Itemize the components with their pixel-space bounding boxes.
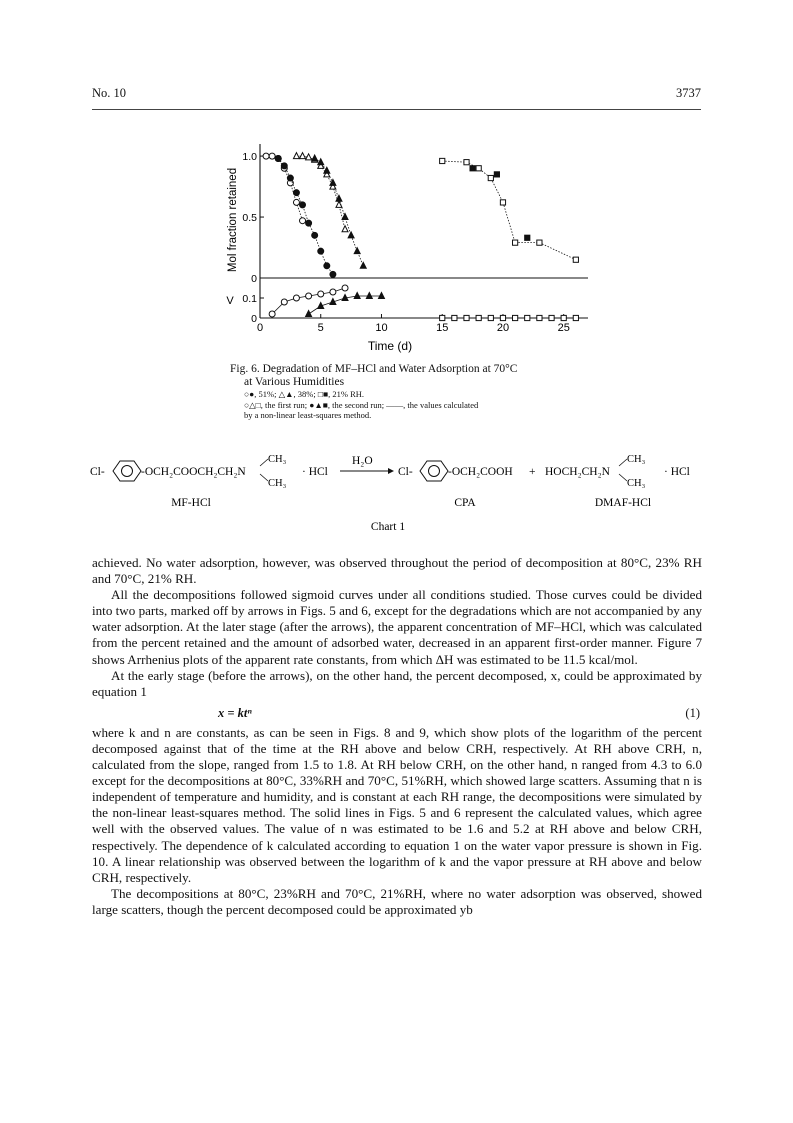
data-point-triangle <box>354 248 360 254</box>
paragraph-4: where k and n are constants, as can be seen in Figs. 8 and 9, which show plots of the logarithm of the percent decomposed against that of the time at the RH above and below CRH, respectively. At RH above CRH, n, calculated from the slope, ranged from 1.5 to 1.8. At RH below CRH, on the other hand, n ranged from 4.3 to 6.0 except for the decompositions at 80°C, 33%RH and 70°C, 51%RH, which showed large scatters. Assuming that n is independent of temperature and humidity, and is constant at each RH range, the decompositions were simulated by the non-linear least-squares method. The solid lines in Figs. 5 and 6 represent the calculated values, which agree well with the observed values. The value of n was estimated to be 1.6 and 5.2 at RH above and below CRH, respectively. The dependence of k calculated according to equation 1 on the water vapor pressure is shown in Fig. 10. A linear relationship was observed between the logarithm of k and the vapor pressure at RH above and below CRH, respectively. <box>92 724 702 885</box>
x-tick-label: 10 <box>375 322 388 334</box>
y-axis-label-top: Mol fraction retained <box>227 167 239 273</box>
data-point-circle <box>269 311 275 317</box>
data-point-circle <box>330 271 336 277</box>
caption-line-2: at Various Humidities <box>244 376 345 388</box>
bond-up-2 <box>619 459 627 466</box>
reaction-scheme <box>88 446 708 536</box>
data-point-square <box>470 166 475 171</box>
bond-down <box>260 474 268 481</box>
data-point-circle <box>342 285 348 291</box>
bond-down-2 <box>619 474 627 481</box>
reactant-cl: Cl- <box>90 466 105 478</box>
figure-6-plot <box>210 128 600 358</box>
top-y-tick-label: 0.5 <box>242 212 257 225</box>
x-tick-label: 0 <box>256 322 264 334</box>
data-point-square <box>537 315 542 320</box>
data-point-triangle <box>348 232 354 238</box>
data-point-triangle <box>312 155 318 161</box>
data-point-square <box>525 235 530 240</box>
fitted-curve <box>442 161 576 260</box>
data-point-circle <box>293 295 299 301</box>
data-point-circle <box>312 232 318 238</box>
x-tick-label: 20 <box>496 322 510 334</box>
data-point-square <box>537 240 542 245</box>
caption-legend-1: ○●, 51%; △▲, 38%; □■, 21% RH. <box>244 389 365 399</box>
reactant-ch3-top: CH₃ <box>268 454 287 465</box>
caption-line-1: Fig. 6. Degradation of MF–HCl and Water Adsorption at 70°C <box>230 363 518 375</box>
data-point-triangle <box>293 153 299 159</box>
data-point-square <box>525 315 530 320</box>
equation-number: (1) <box>685 705 700 720</box>
data-point-square <box>500 315 505 320</box>
product2-label: DMAF-HCl <box>594 497 652 509</box>
data-point-triangle <box>342 226 348 232</box>
bond-up <box>260 459 268 466</box>
data-point-square <box>440 158 445 163</box>
equation-formula: x = ktⁿ <box>218 705 252 720</box>
data-point-circle <box>281 299 287 305</box>
data-point-square <box>513 240 518 245</box>
bottom-y-tick-label: 0.1 <box>242 293 257 305</box>
data-point-circle <box>318 248 324 254</box>
top-y-tick-label: 0 <box>251 273 257 285</box>
product2-ch3-bottom: CH₃ <box>627 478 646 489</box>
data-point-triangle <box>360 262 366 268</box>
data-point-square <box>573 257 578 262</box>
series-21-first-run <box>440 158 579 262</box>
series-38-water <box>306 293 385 317</box>
data-point-square <box>488 315 493 320</box>
product2-ch3-top: CH₃ <box>627 454 646 465</box>
y-axis-label-bottom: V <box>226 295 234 307</box>
data-point-triangle <box>324 167 330 173</box>
data-point-square <box>488 175 493 180</box>
data-point-circle <box>324 263 330 269</box>
data-point-square <box>561 315 566 320</box>
plus-sign: + <box>529 466 536 478</box>
page-header <box>92 86 701 106</box>
x-tick-label: 15 <box>436 322 449 334</box>
bottom-y-tick-label: 0 <box>251 313 257 325</box>
data-point-circle <box>318 291 324 297</box>
arrowhead-icon <box>388 468 394 474</box>
data-point-circle <box>293 190 299 196</box>
product1-cl: Cl- <box>398 466 413 478</box>
benzene-ring-icon-2 <box>420 461 448 481</box>
data-point-triangle <box>378 293 384 299</box>
figure-6 <box>210 128 600 358</box>
data-point-circle <box>300 202 306 208</box>
reactant-ch3-bottom: CH₃ <box>268 478 287 489</box>
data-point-triangle <box>330 179 336 185</box>
data-point-square <box>500 200 505 205</box>
data-point-triangle <box>300 153 306 159</box>
series-21-water <box>440 315 579 320</box>
figure-caption <box>230 363 610 421</box>
caption-legend-3: by a non-linear least-squares method. <box>244 410 372 420</box>
data-point-square <box>464 315 469 320</box>
data-point-circle <box>281 163 287 169</box>
equation-1 <box>92 702 702 724</box>
data-point-square <box>476 166 481 171</box>
product2-hcl: · HCl <box>664 466 690 478</box>
data-point-triangle <box>366 293 372 299</box>
data-point-circle <box>306 220 312 226</box>
body-text <box>92 555 702 918</box>
data-point-square <box>573 315 578 320</box>
data-point-triangle <box>354 293 360 299</box>
product1-chain: -OCH₂COOH <box>448 466 513 478</box>
data-point-square <box>549 315 554 320</box>
reagent-water: H₂O <box>352 455 373 467</box>
plot-axes <box>242 144 588 334</box>
data-point-square <box>494 172 499 177</box>
data-point-triangle <box>318 159 324 165</box>
data-point-square <box>464 160 469 165</box>
data-point-triangle <box>342 214 348 220</box>
benzene-ring-icon <box>113 461 141 481</box>
data-point-circle <box>269 153 275 159</box>
x-tick-label: 25 <box>557 322 570 334</box>
data-point-circle <box>275 156 281 162</box>
data-point-circle <box>300 218 306 224</box>
page-number: 3737 <box>676 86 701 100</box>
paragraph-2: All the decompositions followed sigmoid curves under all conditions studied. Those curves could be divided into two parts, marked off by arrows in Figs. 5 and 6, except for the degradations which are not accompanied by any water adsorption. At the later stage (after the arrows), the apparent concentration of MF–HCl, which was calculated from the percent retained and the amount of adsorbed water, decreased in an apparent first-order manner. Figure 7 shows Arrhenius plots of the apparent rate constants, from which ΔH was estimated to be 11.5 kcal/mol. <box>92 587 702 667</box>
reactant-chain: -OCH₂COOCH₂CH₂N <box>141 466 246 478</box>
data-point-circle <box>263 153 269 159</box>
chart-1-label: Chart 1 <box>370 521 406 533</box>
x-tick-label: 5 <box>317 322 324 334</box>
journal-issue: No. 10 <box>92 86 127 100</box>
x-axis-label: Time (d) <box>367 339 413 353</box>
data-point-circle <box>287 175 293 181</box>
data-point-square <box>476 315 481 320</box>
reactant-hcl: · HCl <box>302 466 328 478</box>
product2-chain: HOCH₂CH₂N <box>545 466 610 478</box>
data-point-square <box>440 315 445 320</box>
header-rule <box>92 109 701 110</box>
paragraph-5: The decompositions at 80°C, 23%RH and 70°C, 21%RH, where no water adsorption was observed, showed large scatters, though the percent decomposed could be approximated yb <box>92 885 702 917</box>
product1-label: CPA <box>454 497 476 509</box>
data-point-circle <box>293 199 299 205</box>
data-point-circle <box>306 293 312 299</box>
reactant-label: MF-HCl <box>171 497 211 509</box>
top-y-tick-label: 1.0 <box>242 151 257 164</box>
chart-1-scheme <box>88 446 708 536</box>
plot-marks <box>263 153 578 321</box>
data-point-circle <box>330 289 336 295</box>
paragraph-1: achieved. No water adsorption, however, was observed throughout the period of decomposition at 80°C, 23% RH and 70°C, 21% RH. <box>92 555 702 587</box>
paragraph-3: At the early stage (before the arrows), on the other hand, the percent decomposed, x, could be approximated by equation 1 <box>92 667 702 699</box>
data-point-square <box>513 315 518 320</box>
data-point-triangle <box>306 311 312 317</box>
caption-legend-2: ○△□, the first run; ●▲■, the second run; ——, the values calculated <box>244 399 479 410</box>
data-point-square <box>452 315 457 320</box>
